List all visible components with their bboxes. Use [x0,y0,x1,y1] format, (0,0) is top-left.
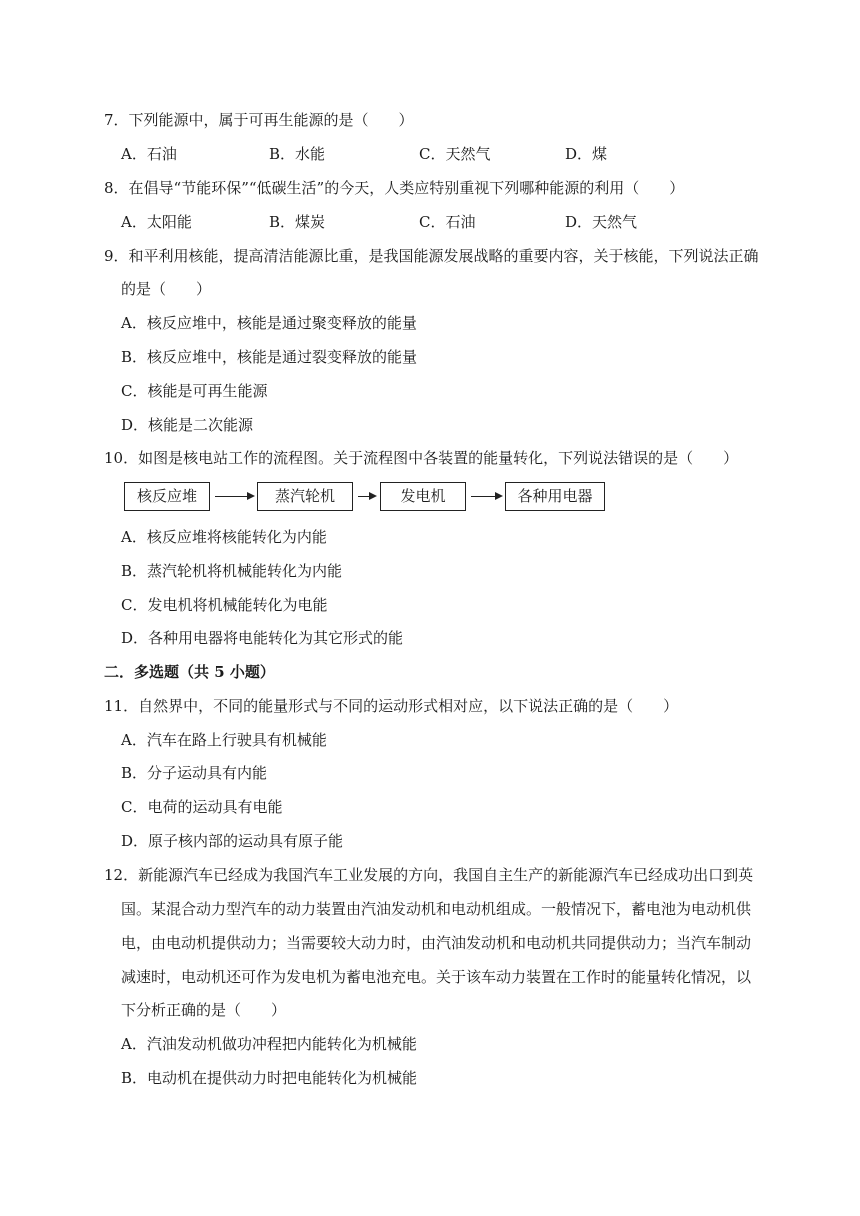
question-12-stem-line-4: 减速时，电动机还可作为发电机为蓄电池充电。关于该车动力装置在工作时的能量转化情况，以 [121,968,752,986]
question-10-option-c: C．发电机将机械能转化为电能 [121,596,328,614]
question-11-option-a: A．汽车在路上行驶具有机械能 [121,731,327,749]
question-9-option-d: D．核能是二次能源 [121,416,254,434]
question-11-option-c: C．电荷的运动具有电能 [121,798,283,816]
question-12-option-b: B．电动机在提供动力时把电能转化为机械能 [121,1069,418,1087]
question-12-stem-line-5: 下分析正确的是（ ） [121,1001,287,1019]
option-d: D．煤 [565,145,608,163]
question-8-stem: 8．在倡导“节能环保”“低碳生活”的今天，人类应特别重视下列哪种能源的利用（ ） [104,179,685,197]
question-12-stem-line-1: 12．新能源汽车已经成为我国汽车工业发展的方向，我国自主生产的新能源汽车已经成功出口到英 [104,866,754,884]
flow-arrow [358,496,375,497]
flow-arrow [471,496,501,497]
flow-box-appliances: 各种用电器 [505,482,605,511]
question-9-stem-continued: 的是（ ） [121,280,212,298]
question-7-stem: 7．下列能源中，属于可再生能源的是（ ） [104,111,414,129]
question-9-option-c: C．核能是可再生能源 [121,382,268,400]
question-10-option-d: D．各种用电器将电能转化为其它形式的能 [121,629,404,647]
question-11-stem: 11．自然界中，不同的能量形式与不同的运动形式相对应，以下说法正确的是（ ） [104,697,679,715]
question-10-stem: 10．如图是核电站工作的流程图。关于流程图中各装置的能量转化，下列说法错误的是（ ） [104,449,739,467]
question-9-option-a: A．核反应堆中，核能是通过聚变释放的能量 [121,314,417,332]
question-9-option-b: B．核反应堆中，核能是通过裂变释放的能量 [121,348,418,366]
question-12-option-a: A．汽油发动机做功冲程把内能转化为机械能 [121,1035,417,1053]
option-c: C．天然气 [419,145,491,163]
option-a: A．石油 [121,145,177,163]
flow-box-turbine: 蒸汽轮机 [257,482,353,511]
flow-box-reactor: 核反应堆 [124,482,210,511]
option-b: B．水能 [269,145,326,163]
question-9-stem: 9．和平利用核能，提高清洁能源比重，是我国能源发展战略的重要内容，关于核能，下列说法正确 [104,247,759,265]
question-11-option-d: D．原子核内部的运动具有原子能 [121,832,344,850]
option-a: A．太阳能 [121,213,192,231]
option-b: B．煤炭 [269,213,326,231]
question-11-option-b: B．分子运动具有内能 [121,764,268,782]
question-10-option-a: A．核反应堆将核能转化为内能 [121,528,327,546]
section-heading: 二．多选题（共 5 小题） [104,663,275,681]
question-12-stem-line-3: 电，由电动机提供动力；当需要较大动力时，由汽油发动机和电动机共同提供动力；当汽车制动 [121,934,752,952]
option-c: C．石油 [419,213,476,231]
flow-diagram [124,482,614,516]
option-d: D．天然气 [565,213,638,231]
flow-box-generator: 发电机 [380,482,466,511]
question-12-stem-line-2: 国。某混合动力型汽车的动力装置由汽油发动机和电动机组成。一般情况下，蓄电池为电动机供 [121,900,752,918]
question-10-option-b: B．蒸汽轮机将机械能转化为内能 [121,562,343,580]
flow-arrow [215,496,253,497]
